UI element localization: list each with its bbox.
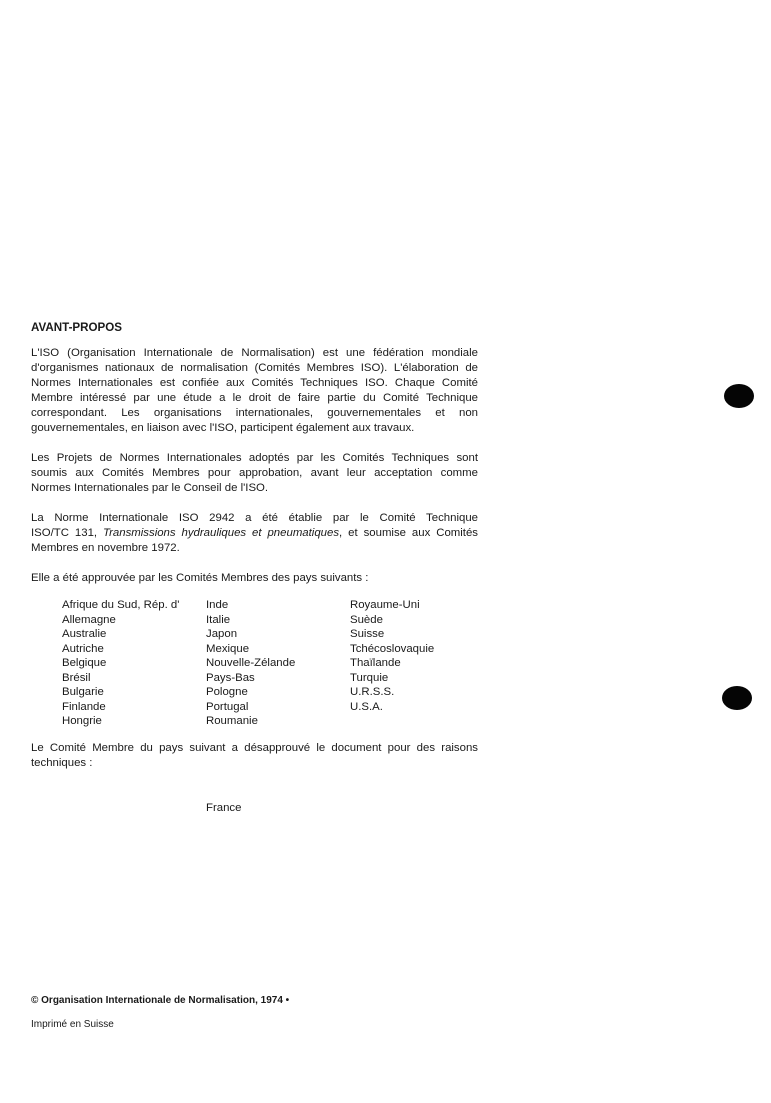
paragraph-approval-process (31, 451, 478, 496)
country-item: Roumanie (206, 715, 258, 727)
text-line: d'organismes nationaux de normalisation (Comités Membres ISO). L'élaboration de (31, 362, 478, 374)
text-fragment: , et soumise aux Comités (339, 527, 478, 539)
country-item: Mexique (206, 642, 250, 655)
text-line: Normes Internationales par le Conseil de l'ISO. (31, 482, 269, 494)
disapproving-country: France (206, 802, 242, 814)
committee-reference: ISO/TC 131, (31, 527, 104, 539)
text-line: correspondant. Les organisations internationales, gouvernementales et non (31, 407, 478, 419)
country-item: Autriche (62, 642, 104, 655)
country-column-3 (350, 598, 434, 714)
committee-title: Transmissions hydrauliques et pneumatiques (103, 527, 340, 539)
country-item: Turquie (350, 671, 389, 684)
country-item: Nouvelle-Zélande (206, 657, 296, 669)
text-line: Les Projets de Normes Internationales adoptés par les Comités Techniques sont (31, 452, 478, 464)
country-item: Bulgarie (62, 686, 104, 698)
country-item: Allemagne (62, 613, 116, 626)
country-item: Inde (206, 599, 229, 611)
country-item: Tchécoslovaquie (350, 642, 435, 655)
country-item: Portugal (206, 700, 249, 713)
text-line: gouvernementales, en liaison avec l'ISO, participent également aux travaux. (31, 422, 415, 434)
section-heading: AVANT-PROPOS (31, 321, 123, 334)
country-item: Italie (206, 613, 231, 626)
punch-hole-mark (722, 686, 752, 710)
country-item: Suède (350, 613, 383, 626)
country-item: U.R.S.S. (350, 686, 395, 698)
country-item: U.S.A. (350, 700, 383, 713)
text-line: soumis aux Comités Membres pour approbation, avant leur acceptation comme (31, 467, 478, 479)
country-item: Pays-Bas (206, 671, 255, 684)
country-item: Afrique du Sud, Rép. d' (62, 599, 180, 611)
country-item: Australie (62, 628, 107, 640)
country-item: Royaume-Uni (350, 599, 420, 611)
text-line: Normes Internationales est confiée aux Comités Techniques ISO. Chaque Comité (31, 377, 478, 389)
text-line: Le Comité Membre du pays suivant a désapprouvé le document pour des raisons (31, 742, 478, 754)
country-item: Belgique (62, 657, 107, 669)
country-item: Japon (206, 628, 238, 640)
foreword-section (31, 320, 478, 816)
paragraph-standard-origin (31, 511, 478, 556)
copyright-notice: © Organisation Internationale de Normalisation, 1974 • (31, 995, 290, 1006)
country-column-2 (206, 598, 295, 729)
country-item: Suisse (350, 628, 385, 640)
country-item: Pologne (206, 686, 248, 698)
text-line: Membres en novembre 1972. (31, 542, 180, 554)
paragraph-iso-description (31, 346, 478, 436)
text-line: techniques : (31, 757, 93, 769)
text-line (31, 526, 478, 541)
paragraph-disapproval (31, 741, 478, 771)
approving-countries-list (31, 598, 478, 728)
paragraph-approval-intro: Elle a été approuvée par les Comités Membres des pays suivants : (31, 572, 369, 584)
text-line: La Norme Internationale ISO 2942 a été établie par le Comité Technique (31, 512, 478, 524)
country-item: Thaïlande (350, 657, 401, 669)
text-line: L'ISO (Organisation Internationale de Normalisation) est une fédération mondiale (31, 347, 478, 359)
country-column-1 (62, 598, 179, 729)
punch-hole-mark (724, 384, 754, 408)
country-item: Hongrie (62, 715, 102, 727)
text-line: Membre intéressé par une étude a le droit de faire partie du Comité Technique (31, 392, 478, 404)
country-item: Finlande (62, 700, 106, 713)
country-item: Brésil (62, 671, 91, 684)
print-location: Imprimé en Suisse (31, 1019, 114, 1030)
